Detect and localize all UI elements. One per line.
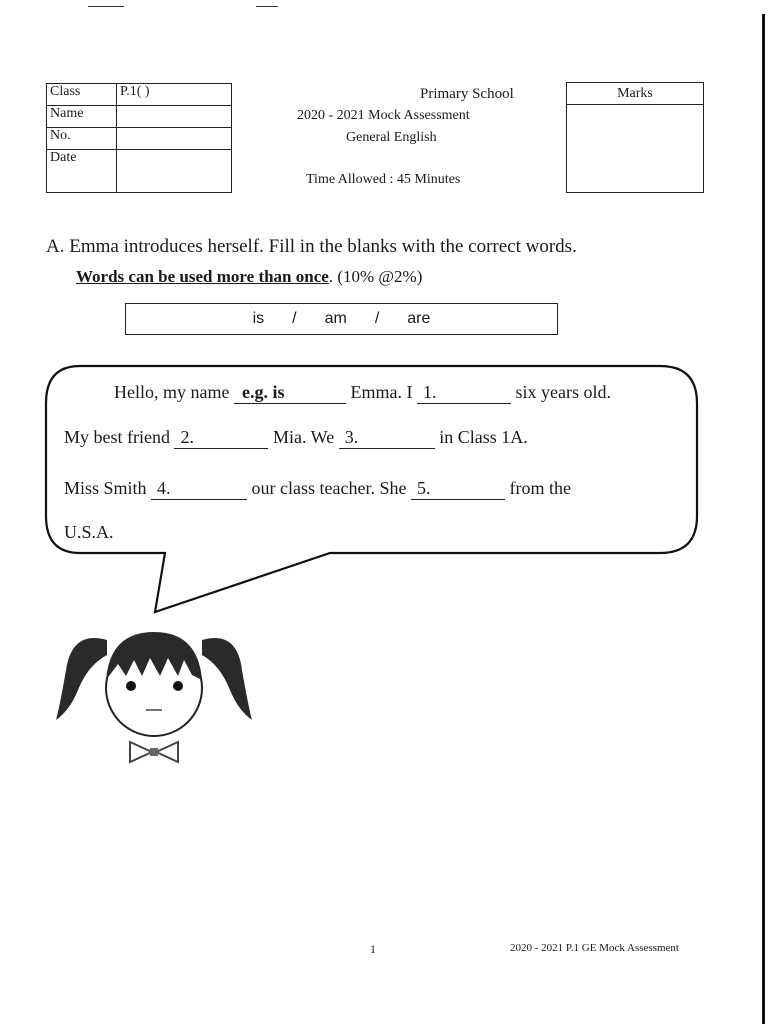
note-bold: Words can be used more than once	[76, 267, 329, 286]
line2-text-b: Mia. We	[272, 427, 335, 447]
bubble-line-1	[114, 382, 611, 404]
line1-text-b: Emma. I	[350, 382, 413, 402]
word-are: are	[407, 310, 431, 327]
footer-title: 2020 - 2021 P.1 GE Mock Assessment	[510, 942, 679, 954]
time-allowed: Time Allowed : 45 Minutes	[306, 172, 461, 187]
note-rest: . (10% @2%)	[328, 267, 423, 286]
marks-label: Marks	[567, 83, 703, 105]
example-blank: e.g. is	[234, 382, 346, 404]
line2-text-c: in Class 1A.	[439, 427, 528, 447]
line1-text-c: six years old.	[515, 382, 611, 402]
bubble-line-3	[64, 478, 571, 500]
name-label: Name	[47, 106, 117, 128]
blank-4[interactable]: 4.	[151, 478, 247, 500]
date-label: Date	[47, 150, 117, 193]
blank-1[interactable]: 1.	[417, 382, 511, 404]
word-am: am	[324, 310, 347, 327]
word-separator: /	[374, 310, 380, 327]
exam-title: 2020 - 2021 Mock Assessment	[297, 108, 470, 123]
subject-title: General English	[346, 130, 437, 145]
class-field[interactable]: P.1( )	[117, 84, 232, 106]
school-name: Primary School	[420, 86, 514, 102]
section-a-title: A. Emma introduces herself. Fill in the blanks with the correct words.	[46, 236, 577, 257]
line3-text-c: from the	[509, 478, 571, 498]
bubble-line-2	[64, 427, 528, 449]
word-is: is	[252, 310, 265, 327]
emma-girl-illustration	[52, 620, 262, 780]
line2-text-a: My best friend	[64, 427, 170, 447]
blank-5[interactable]: 5.	[411, 478, 505, 500]
line3-text-b: our class teacher. She	[251, 478, 407, 498]
page-number: 1	[370, 942, 376, 956]
blank-3[interactable]: 3.	[339, 427, 435, 449]
number-label: No.	[47, 128, 117, 150]
word-separator: /	[292, 310, 297, 327]
blank-2[interactable]: 2.	[174, 427, 268, 449]
line3-text-a: Miss Smith	[64, 478, 147, 498]
bubble-line-4: U.S.A.	[64, 522, 114, 542]
class-label: Class	[47, 84, 117, 106]
line1-text-a: Hello, my name	[114, 382, 230, 402]
